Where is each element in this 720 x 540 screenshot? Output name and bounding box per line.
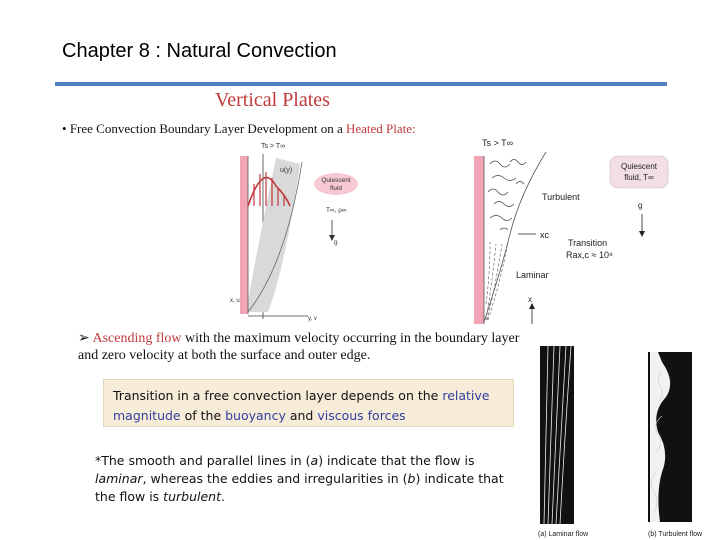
turbulent-eddies [488,160,526,231]
xc-label: xc [540,230,549,240]
left-heated-plate [240,156,248,314]
callout-magnitude: magnitude [113,408,181,423]
callout-relative: relative [442,388,490,403]
right-boundary-edge [484,152,546,322]
arrow-text-highlight: Ascending flow [92,331,182,346]
title-rule [55,82,667,86]
arrow-text-body: with the maximum velocity occurring in the boundary layer and zero velocity at both the surface and outer edge. [78,331,520,363]
laminar-caption: (a) Laminar flow [538,531,589,538]
right-heated-plate [474,156,484,324]
footnote-text-5: . [220,489,225,504]
turbulent-flow-photo [648,352,692,522]
left-ts-label: Ts > T∞ [261,143,286,150]
laminar-boundary-layer-diagram [228,134,473,324]
bullet-text-highlight: Heated Plate: [345,121,416,136]
velocity-label: u(y) [280,167,293,174]
transition-label: Transition [568,238,608,248]
left-tinf-label: T∞, ρ∞ [326,207,347,214]
right-quiescent-label-2: fluid, T∞ [624,173,654,182]
callout-viscous: viscous forces [317,408,406,423]
slide-heading: Vertical Plates [215,89,330,111]
callout-buoyancy: buoyancy [225,408,286,423]
callout-text-3: and [285,408,318,423]
transition-diagram [470,134,675,330]
laminar-flow-photo [540,346,574,524]
right-quiescent-bubble [610,156,668,188]
footnote [95,452,515,506]
left-x-axis-label: x, u [230,298,240,304]
right-x-axis-label: x [528,295,532,304]
turbulent-label: Turbulent [542,192,580,202]
arrow-marker: ➢ [78,331,90,346]
right-quiescent-label-1: Quiescent [620,162,658,171]
rayleigh-label: Rax,c ≈ 10⁹ [566,250,613,260]
bullet-text: Free Convection Boundary Layer Development on a [69,121,346,136]
bullet-marker: • [62,121,67,136]
callout-text-2: of the [180,408,226,423]
footnote-laminar: laminar [95,471,143,486]
footnote-a: a [310,453,319,468]
flow-photographs [530,342,715,538]
turbulent-caption: (b) Turbulent flow [648,531,703,538]
left-y-axis-label: y, v [308,316,317,322]
footnote-text-3: , whereas the eddies and irregularities in ( [142,471,408,486]
footnote-text-2: ) indicate that the flow is [318,453,475,468]
left-quiescent-label-2: fluid [330,185,342,192]
right-g-label: g [638,201,643,210]
footnote-text: *The smooth and parallel lines in ( [95,453,311,468]
footnote-b: b [407,471,416,486]
left-g-label: g [334,239,338,246]
arrow-point [78,330,533,364]
laminar-label: Laminar [516,270,549,280]
callout-text: Transition in a free convection layer depends on the [113,388,443,403]
left-quiescent-label-1: Quiescent [321,177,351,184]
chapter-title: Chapter 8 : Natural Convection [62,40,337,62]
footnote-text-4: ) indicate that the flow is [95,471,504,504]
right-ts-label: Ts > T∞ [482,138,514,148]
transition-callout [103,379,514,427]
footnote-turbulent: turbulent [163,489,221,504]
